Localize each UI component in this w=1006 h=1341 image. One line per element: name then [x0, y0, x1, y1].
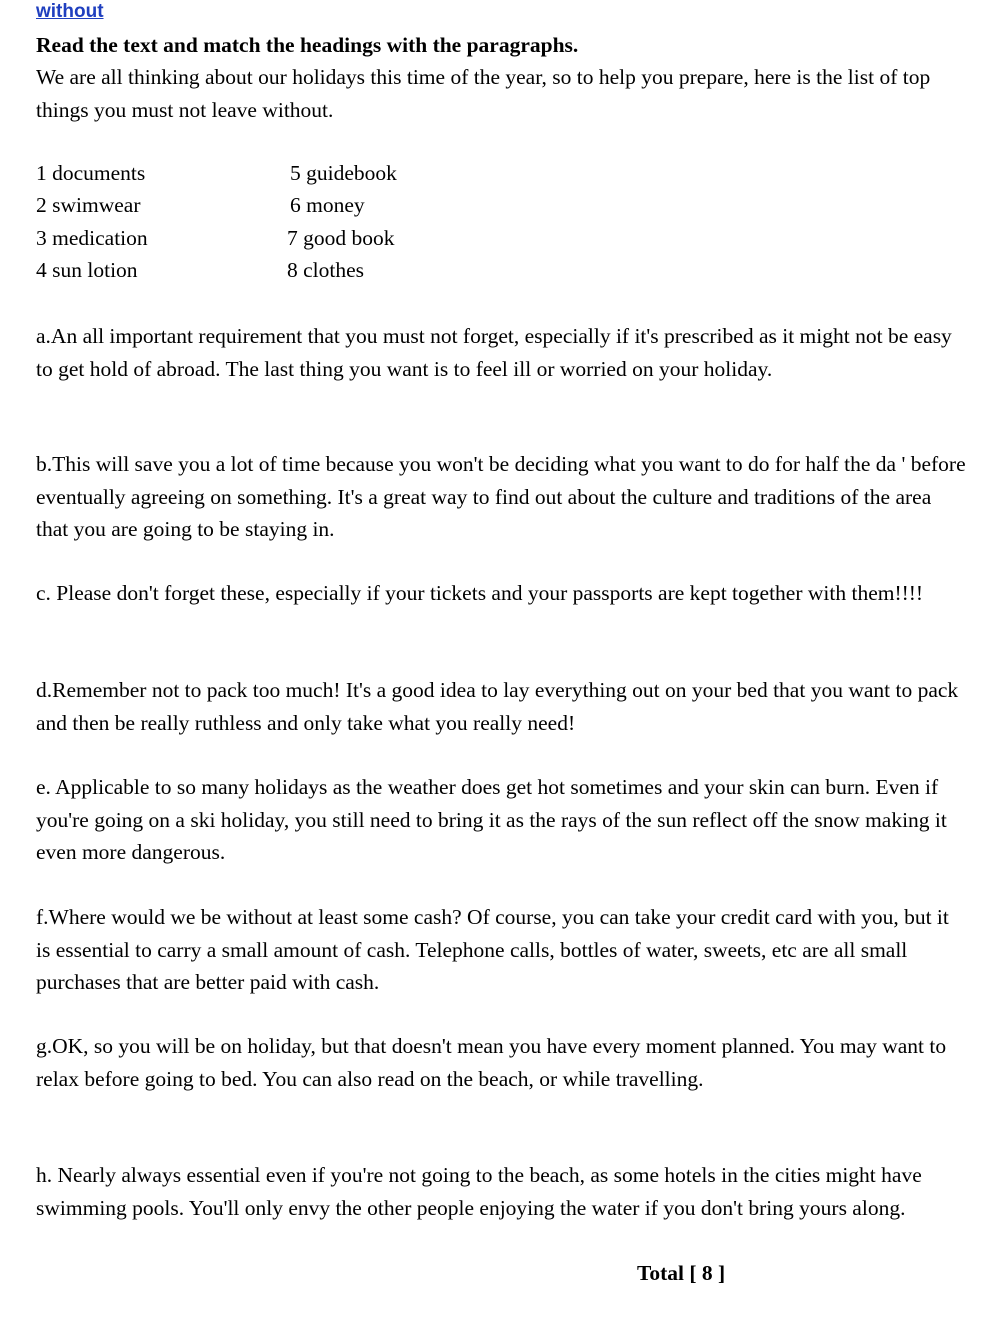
paragraph-c: c. Please don't forget these, especially if your tickets and your passports are kept together with them!!!!: [36, 581, 924, 605]
heading-item: 1 documents: [36, 161, 146, 185]
paragraph-a: a.An all important requirement that you must not forget, especially if it's prescribed as it might not be easy to get hold of abroad. The last thing you want is to feel ill or worried on your holiday.: [36, 324, 952, 381]
heading-item: 6 money: [290, 193, 365, 218]
paragraph-f: f.Where would we be without at least some cash? Of course, you can take your credit card with you, but it is essential to carry a small amount of cash. Telephone calls, bottles of water, sweets, etc are all small purchases that are better paid with cash.: [36, 905, 949, 994]
without-link[interactable]: without: [36, 1, 104, 22]
heading-item: 3 medication: [36, 225, 148, 250]
heading-item: 5 guidebook: [290, 161, 397, 185]
total-score: Total [ 8 ]: [637, 1261, 726, 1285]
heading-item: 8 clothes: [287, 257, 365, 282]
heading-item: 4 sun lotion: [36, 257, 138, 282]
heading-item: 2 swimwear: [36, 193, 141, 218]
paragraph-d: d.Remember not to pack too much! It's a good idea to lay everything out on your bed that you want to pack and then be really ruthless and only take what you really need!: [36, 678, 959, 735]
paragraph-b: b.This will save you a lot of time because you won't be deciding what you want to do for half the da ' before eventually agreeing on something. It's a great way to find out about the culture and traditions of the area that you are going to be staying in.: [36, 452, 966, 541]
paragraph-g: g.OK, so you will be on holiday, but that doesn't mean you have every moment planned. You may want to relax before going to bed. You can also read on the beach, or while travelling.: [36, 1034, 947, 1091]
task-instruction: Read the text and match the headings with the paragraphs.: [36, 33, 579, 57]
heading-item: 7 good book: [287, 225, 395, 250]
intro-paragraph: We are all thinking about our holidays this time of the year, so to help you prepare, here is the list of top things you must not leave without.: [36, 65, 931, 122]
paragraph-e: e. Applicable to so many holidays as the weather does get hot sometimes and your skin can burn. Even if you're going on a ski holiday, you still need to bring it as the rays of the sun reflect off the snow making it even more dangerous.: [36, 775, 947, 864]
paragraph-h: h. Nearly always essential even if you're not going to the beach, as some hotels in the cities might have swimming pools. You'll only envy the other people enjoying the water if you don't bring yours along.: [36, 1163, 922, 1220]
